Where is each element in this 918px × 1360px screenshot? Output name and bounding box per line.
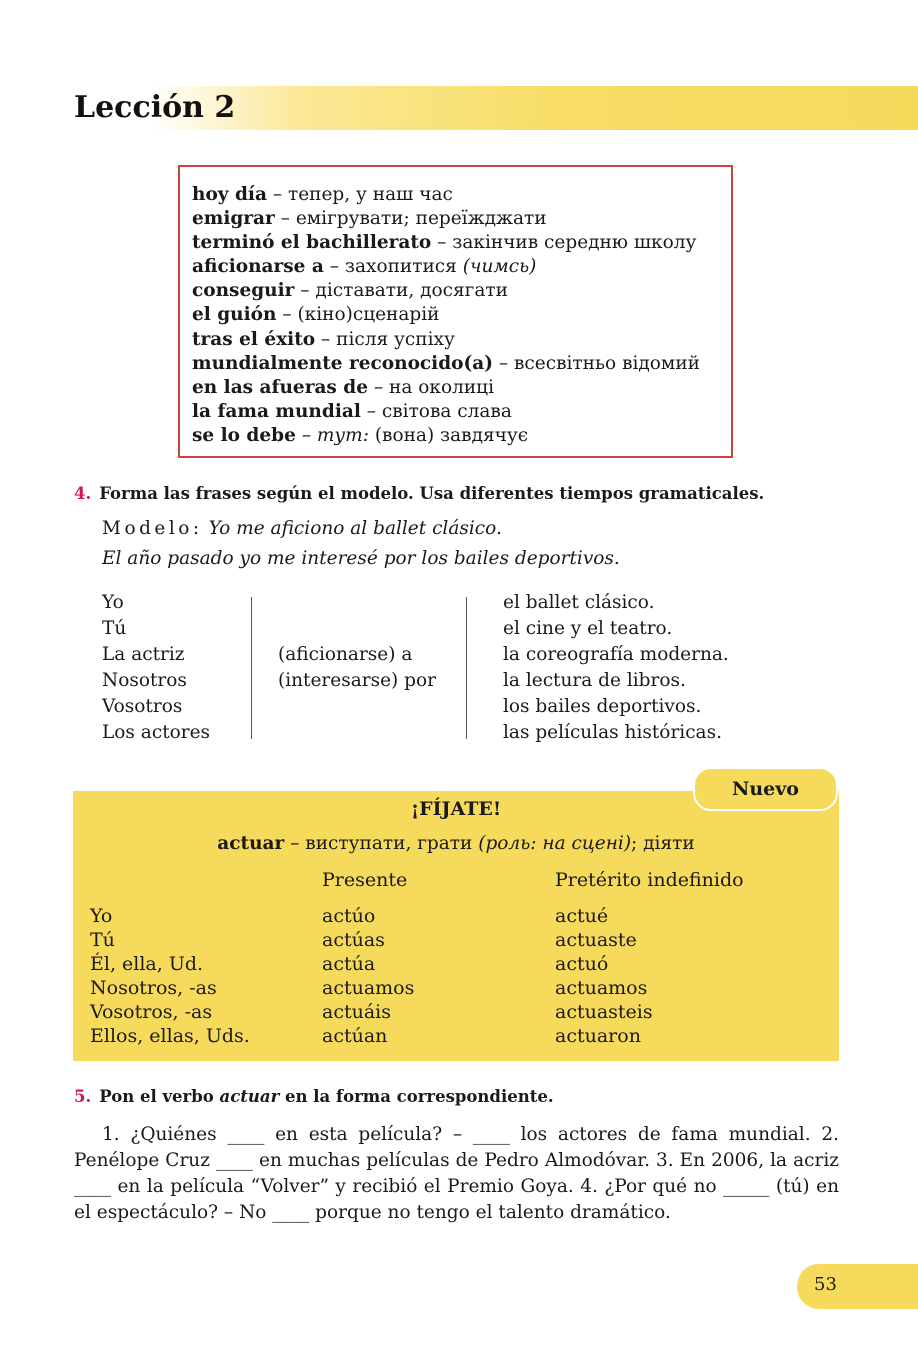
model-line-2 (102, 548, 620, 569)
vocab-meaning: на околиці (389, 376, 494, 398)
vocab-separator: – (360, 400, 382, 422)
vocab-term: la fama mundial (192, 400, 361, 422)
vocab-term: emigrar (192, 208, 275, 230)
vocab-meaning: захопитися (344, 256, 463, 278)
object-item: el cine y el teatro. (503, 618, 673, 639)
present-form: actúa (322, 953, 376, 975)
vocabulary-entry (192, 255, 719, 279)
fijate-title: ¡FÍJATE! (410, 798, 502, 820)
model-example-2: El año pasado yo me interesé por los bailes deportivos. (102, 548, 620, 569)
col-header-preterito: Pretérito indefinido (555, 869, 744, 891)
vocab-separator: – (295, 424, 317, 446)
vocab-meaning: після успіху (336, 328, 455, 350)
preterite-form: actuasteis (555, 1001, 653, 1023)
vocabulary-entry (192, 424, 719, 448)
separator: – (284, 833, 306, 854)
exercise-5-text (74, 1122, 839, 1226)
lesson-title: Lección 2 (74, 90, 236, 125)
verb: actuar (217, 833, 285, 854)
vocab-term: mundialmente reconocido(a) (192, 352, 493, 374)
subject-item: Vosotros (102, 696, 183, 717)
vocab-separator: – (368, 376, 390, 398)
column-divider (466, 597, 467, 739)
pronoun-item: Él, ella, Ud. (90, 953, 204, 975)
vocabulary-entry (192, 231, 719, 255)
vocab-separator: – (431, 232, 453, 254)
exercise-5-instruction (74, 1087, 554, 1106)
instruction-text: Pon el verbo (99, 1087, 220, 1106)
vocab-meaning: тепер, у наш час (287, 184, 453, 205)
exercise-number: 5. (74, 1087, 92, 1106)
nuevo-tab: Nuevo (693, 767, 838, 811)
vocabulary-entry (192, 279, 719, 303)
verbs-column (278, 642, 436, 694)
vocab-meaning: всесвітньо відомий (514, 352, 700, 374)
preterite-form: actuaron (555, 1025, 641, 1047)
instruction-text: Forma las frases según el modelo. Usa diferentes tiempos gramaticales. (99, 484, 765, 503)
vocab-term: hoy día (192, 184, 267, 205)
vocabulary-entry (192, 207, 719, 231)
verb-item: (aficionarse) a (278, 644, 413, 665)
exercise-4-instruction (74, 484, 764, 503)
pronoun-item: Tú (90, 929, 115, 951)
vocab-term: se lo debe (192, 424, 296, 446)
verb-meaning-2: ; діяти (631, 833, 695, 854)
vocabulary-box (178, 165, 733, 458)
preterite-form: actué (555, 905, 609, 927)
subject-item: La actriz (102, 644, 185, 665)
pronoun-item: Vosotros, -as (90, 1001, 213, 1023)
present-form: actúan (322, 1025, 388, 1047)
model-label: Modelo: (102, 518, 203, 539)
subjects-column (102, 590, 210, 746)
object-item: los bailes deportivos. (503, 696, 702, 717)
vocab-meaning: закінчив середню школу (452, 232, 697, 254)
exercise-5-paragraph: 1. ¿Quiénes ____ en esta película? – ____ los actores de fama mundial. 2. Penélope Cruz ____ en muchas películas de Pedro Almodóvar. 3. En 2006, la acriz ____ en la película “Volver” y recibió el Premio Goya. 4. ¿Por qué no _____ (tú) en el espectáculo? – No ____ porque no tengo el talento dramático. (74, 1124, 839, 1223)
vocab-separator: – (274, 208, 296, 230)
pronoun-item: Nosotros, -as (90, 977, 217, 999)
vocab-separator: – (276, 304, 298, 326)
vocab-term: conseguir (192, 280, 295, 302)
object-item: la coreografía moderna. (503, 644, 729, 665)
object-item: las películas históricas. (503, 722, 722, 743)
pronoun-item: Yo (90, 905, 113, 927)
vocab-separator: – (323, 256, 345, 278)
vocab-meaning: емігрувати; переїжджати (295, 208, 547, 230)
present-form: actuamos (322, 977, 415, 999)
vocab-separator: – (294, 280, 316, 302)
vocabulary-entry (192, 328, 719, 352)
vocab-meaning: (кіно)сценарій (297, 304, 440, 326)
pronoun-item: Ellos, ellas, Uds. (90, 1025, 250, 1047)
objects-column (503, 590, 729, 746)
model-line-1 (102, 518, 502, 539)
vocab-separator: – (315, 328, 337, 350)
instruction-text: en la forma correspondiente. (279, 1087, 554, 1106)
column-divider (251, 597, 252, 739)
vocabulary-entry (192, 352, 719, 376)
present-column (322, 904, 414, 1048)
col-header-presente: Presente (322, 869, 408, 891)
model-example-1: Yo me aficiono al ballet clásico. (208, 518, 502, 539)
verb-item: (interesarse) por (278, 670, 436, 691)
vocab-note: (чимсь) (462, 256, 537, 278)
preterite-column (555, 904, 653, 1048)
vocab-separator: – (492, 352, 514, 374)
subject-item: Nosotros (102, 670, 187, 691)
vocabulary-entry (192, 376, 719, 400)
present-form: actúo (322, 905, 376, 927)
subject-item: Yo (102, 592, 124, 613)
vocab-note: тут: (316, 424, 369, 446)
vocab-meaning: (вона) завдячує (368, 424, 529, 446)
page-number: 53 (814, 1274, 837, 1295)
subject-item: Los actores (102, 722, 211, 743)
object-item: la lectura de libros. (503, 670, 686, 691)
present-form: actúas (322, 929, 385, 951)
verb-note: (роль: на сцені) (478, 833, 632, 854)
vocab-meaning: світова слава (381, 400, 512, 422)
vocab-term: en las afueras de (192, 376, 368, 398)
vocab-term: tras el éxito (192, 328, 316, 350)
vocabulary-entry (192, 400, 719, 424)
preterite-form: actuaste (555, 929, 637, 951)
present-form: actuáis (322, 1001, 391, 1023)
actuar-definition (73, 833, 839, 854)
preterite-form: actuó (555, 953, 609, 975)
vocab-meaning: діставати, досягати (315, 280, 508, 302)
vocabulary-entry (192, 303, 719, 327)
vocab-term: aficionarse a (192, 256, 324, 278)
subject-item: Tú (102, 618, 127, 639)
exercise-number: 4. (74, 484, 92, 503)
pronouns-column (90, 904, 250, 1048)
vocab-term: terminó el bachillerato (192, 232, 432, 254)
vocabulary-entry (192, 183, 719, 207)
vocab-separator: – (266, 184, 288, 205)
preterite-form: actuamos (555, 977, 648, 999)
verb-meaning: виступати, грати (305, 833, 479, 854)
object-item: el ballet clásico. (503, 592, 655, 613)
instruction-verb: actuar (219, 1087, 280, 1106)
vocab-term: el guión (192, 304, 277, 326)
